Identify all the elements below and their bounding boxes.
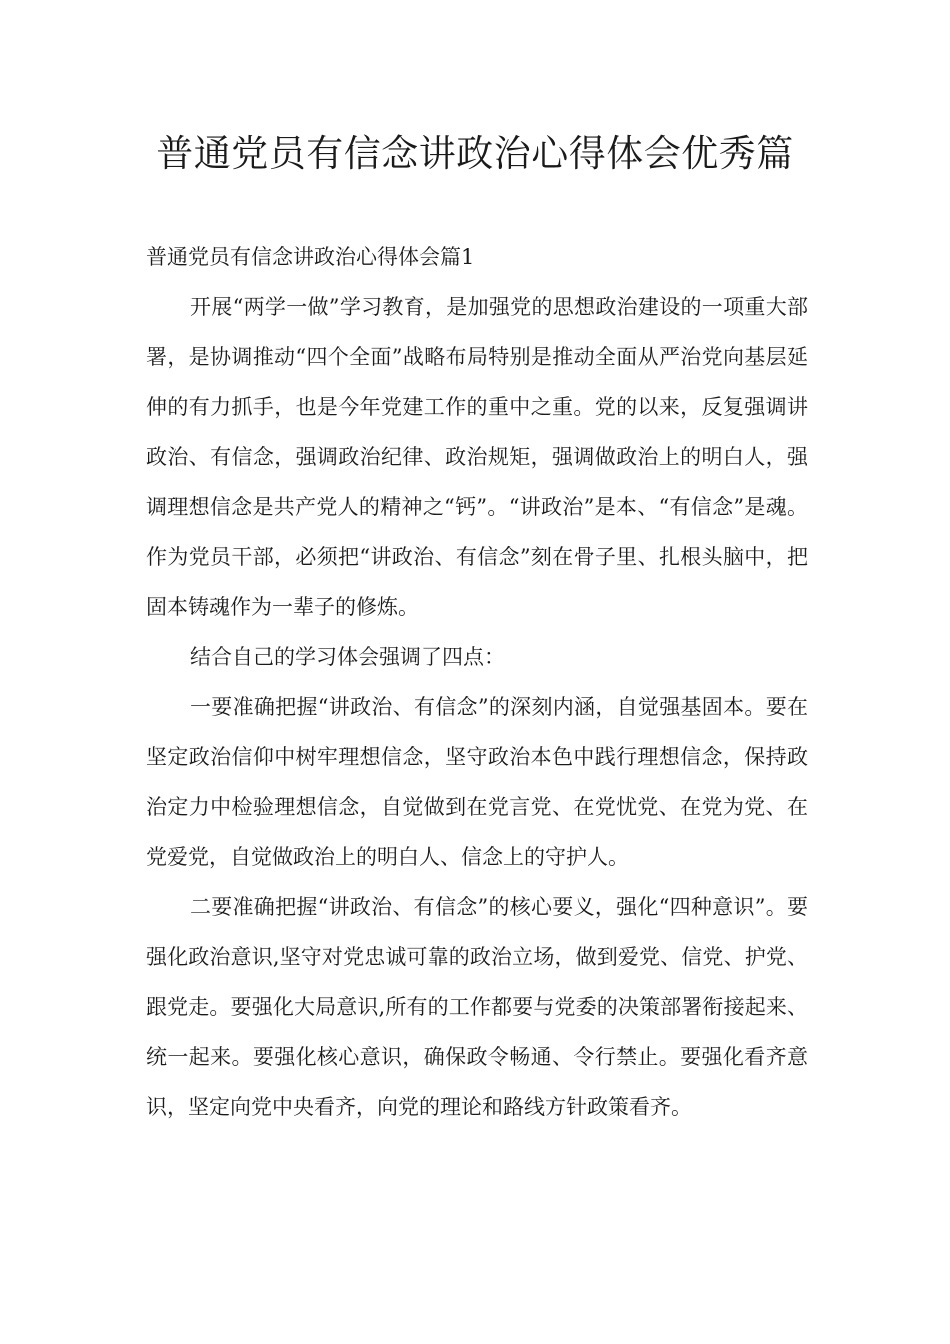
paragraph-point-one: 一要准确把握“讲政治、有信念”的深刻内涵，自觉强基固本。要在坚定政治信仰中树牢理想信念，坚守政治本色中践行理想信念，保持政治定力中检验理想信念，自觉做到在党言党、在党忧党、在党为党、在党爱党，自觉做政治上的明白人、信念上的守护人。 bbox=[146, 695, 808, 869]
paragraph-intro: 开展“两学一做”学习教育，是加强党的思想政治建设的一项重大部署，是协调推动“四个全面”战略布局特别是推动全面从严治党向基层延伸的有力抓手，也是今年党建工作的重中之重。党的以来，反复强调讲政治、有信念，强调政治纪律、政治规矩，强调做政治上的明白人，强调理想信念是共产党人的精神之“钙”。“讲政治”是本、“有信念”是魂。作为党员干部，必须把“讲政治、有信念”刻在骨子里、扎根头脑中，把固本铸魂作为一辈子的修炼。 bbox=[146, 295, 808, 619]
document-title: 普通党员有信念讲政治心得体会优秀篇 bbox=[156, 132, 794, 175]
paragraph-summary: 结合自己的学习体会强调了四点： bbox=[190, 645, 505, 669]
paragraph-point-two: 二要准确把握“讲政治、有信念”的核心要义，强化“四种意识”。要强化政治意识,坚守对党忠诚可靠的政治立场，做到爱党、信党、护党、跟党走。要强化大局意识,所有的工作都要与党委的决策部署衔接起来、统一起来。要强化核心意识，确保政令畅通、令行禁止。要强化看齐意识，坚定向党中央看齐，向党的理论和路线方针政策看齐。 bbox=[146, 895, 808, 1119]
document-body bbox=[146, 232, 808, 1132]
section-heading: 普通党员有信念讲政治心得体会篇1 bbox=[146, 245, 475, 269]
